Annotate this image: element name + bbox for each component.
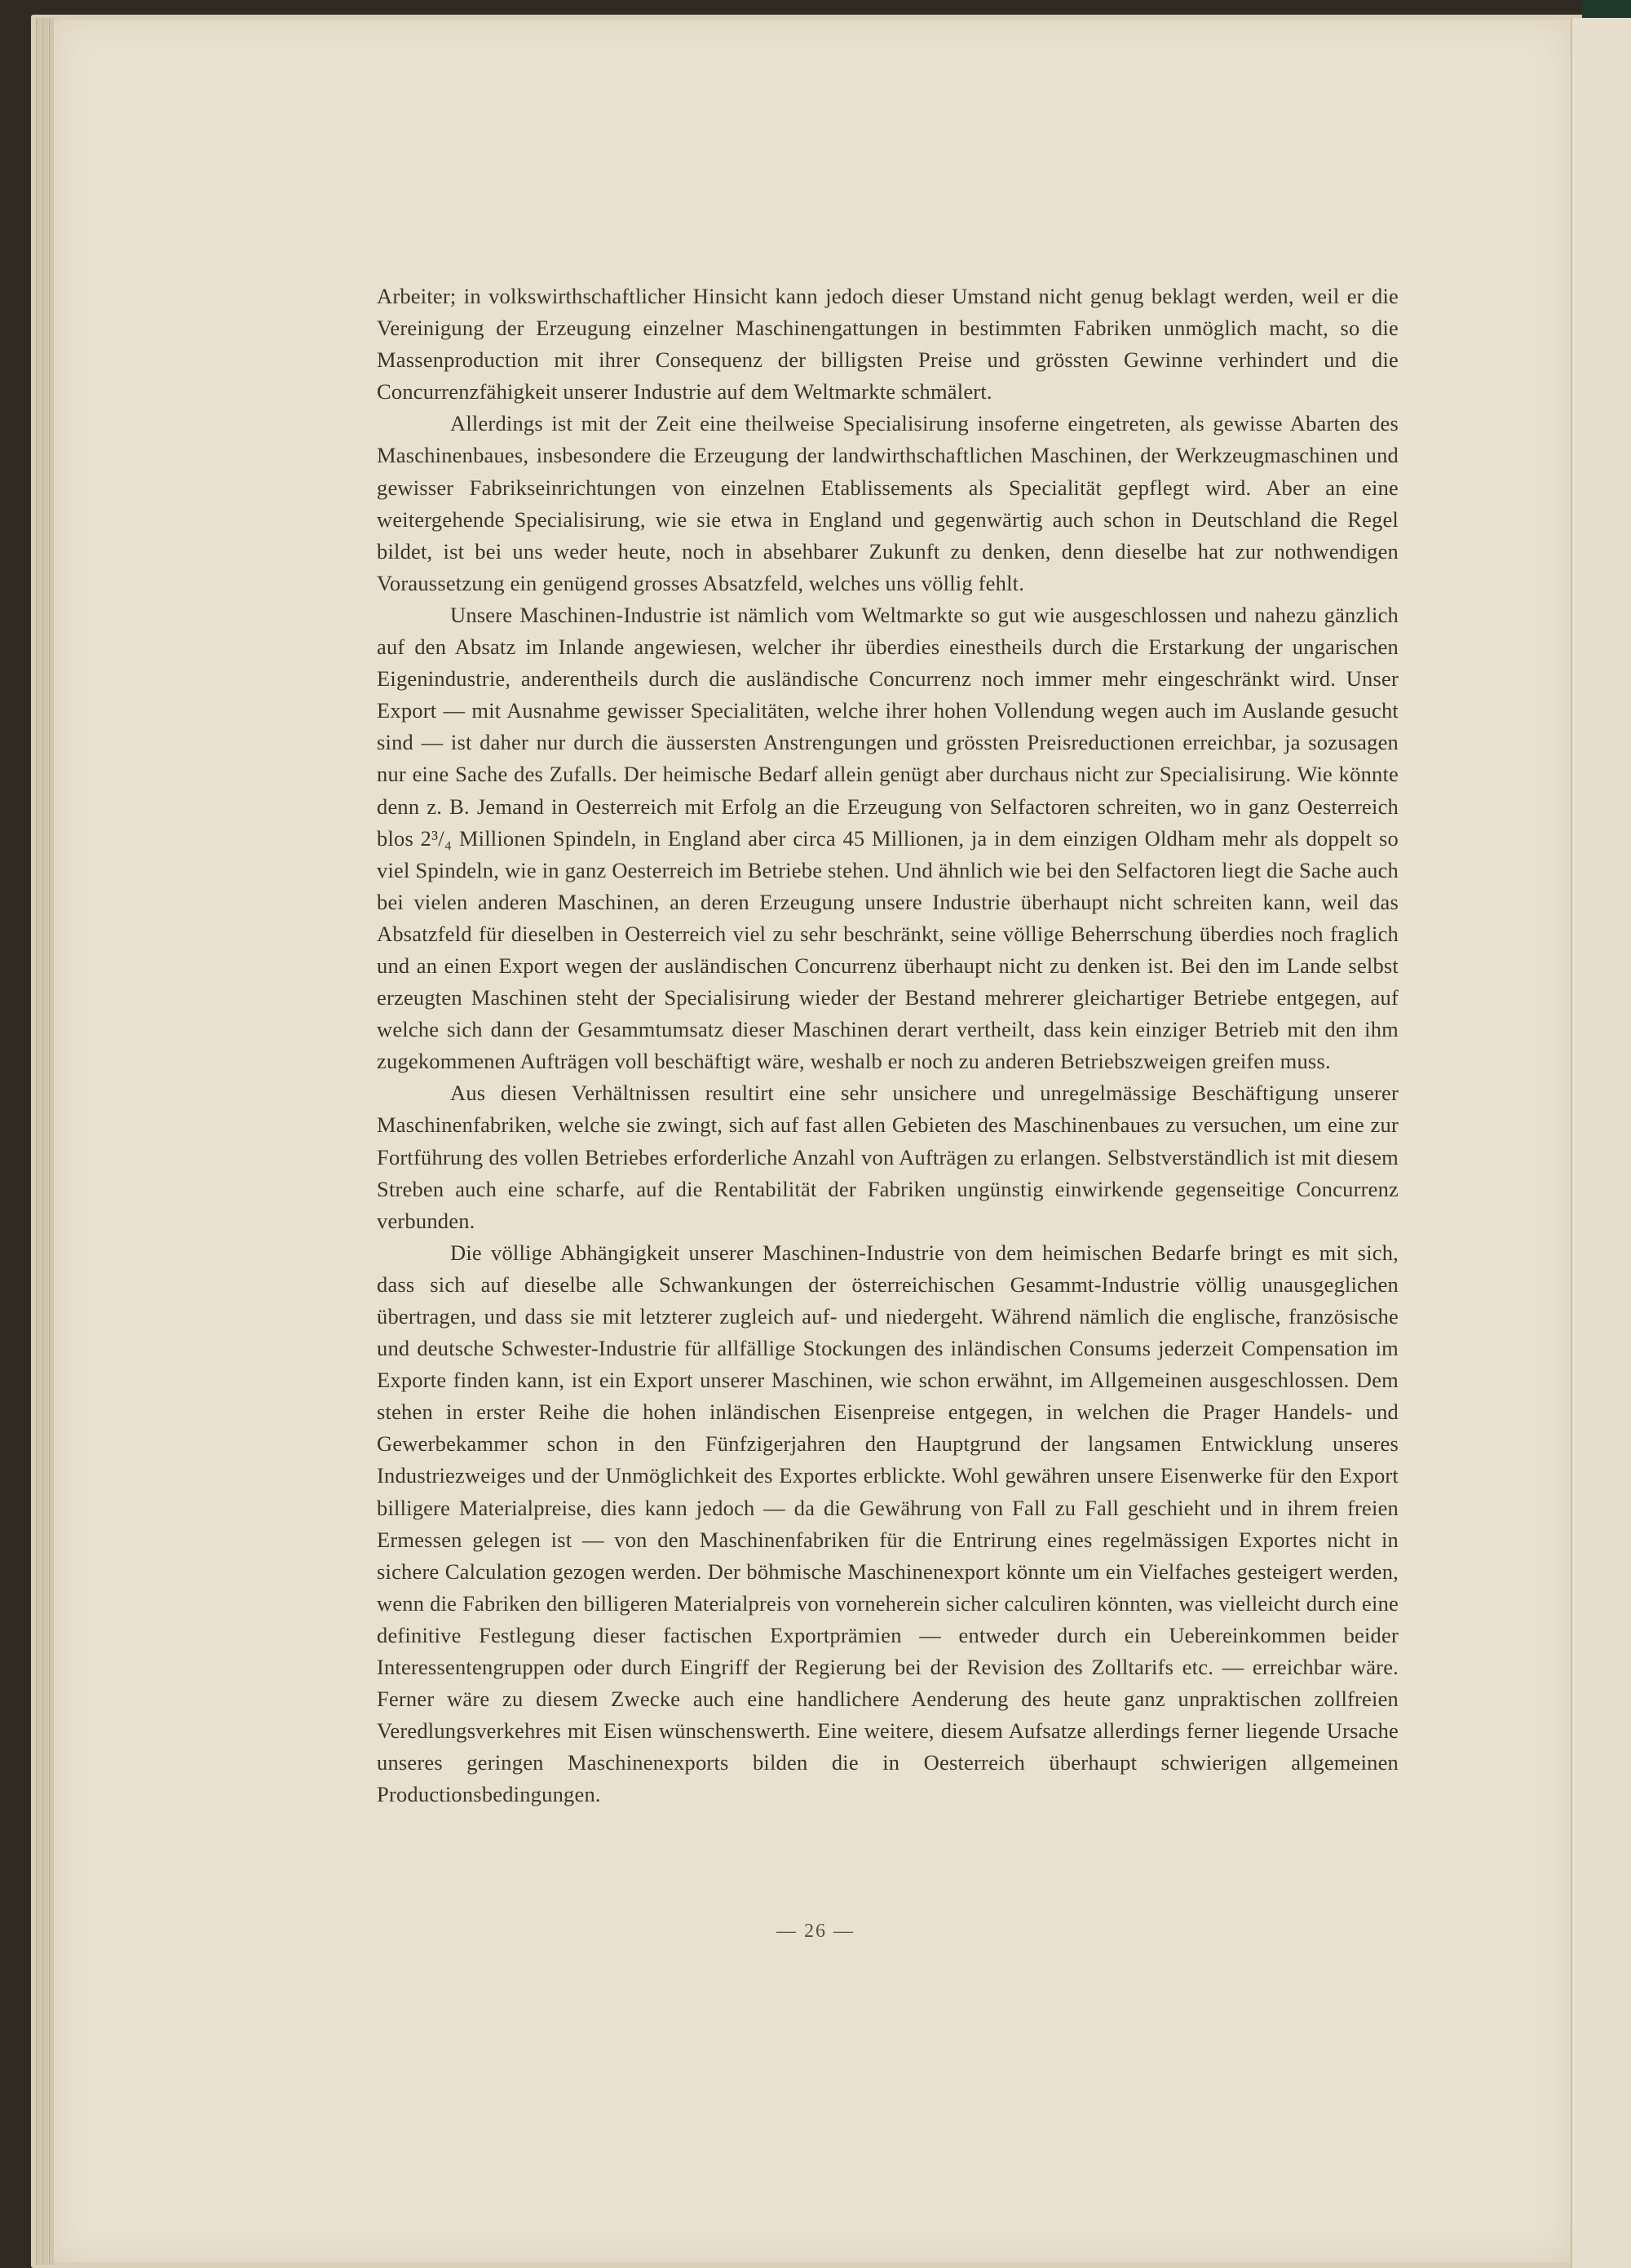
paragraph: Unsere Maschinen-Industrie ist nämlich vom Weltmarkte so gut wie ausgeschlossen und nahezu gänzlich auf den Absatz im Inlande angewiesen, welcher ihr überdies einestheils durch die Erstarkung der ungarischen Eigenindustrie, anderentheils durch die ausländische Concurrenz noch immer mehr eingeschränkt wird. Unser Export — mit Ausnahme gewisser Specialitäten, welche ihrer hohen Vollendung wegen auch im Auslande gesucht sind — ist daher nur durch die äussersten Anstrengungen und grössten Preisreductionen erreichbar, ja sozusagen nur eine Sache des Zufalls. Der heimische Bedarf allein genügt aber durchaus nicht zur Specialisirung. Wie könnte denn z. B. Jemand in Oesterreich mit Erfolg an die Erzeugung von Selfactoren schreiten, wo in ganz Oesterreich blos 2³/₄ Millionen Spindeln, in England aber circa 45 Millionen, ja in dem einzigen Oldham mehr als doppelt so viel Spindeln, wie in ganz Oesterreich im Betriebe stehen. Und ähnlich wie bei den Selfactoren liegt die Sache auch bei vielen anderen Maschinen, an deren Erzeugung unsere Industrie überhaupt nicht schreiten kann, weil das Absatzfeld für dieselben in Oesterreich viel zu sehr beschränkt, seine völlige Beherrschung überdies noch fraglich und an einen Export wegen der ausländischen Concurrenz überhaupt nicht zu denken ist. Bei den im Lande selbst erzeugten Maschinen steht der Specialisirung wieder der Bestand mehrerer gleichartiger Betriebe entgegen, auf welche sich dann der Gesammtumsatz dieser Maschinen derart vertheilt, dass kein einziger Betrieb mit den ihm zugekommenen Aufträgen voll beschäftigt wäre, weshalb er noch zu anderen Betriebszweigen greifen muss. <box>377 602 1399 1074</box>
paragraph: Arbeiter; in volkswirthschaftlicher Hinsicht kann jedoch dieser Umstand nicht genug beklagt werden, weil er die Vereinigung der Erzeugung einzelner Maschinengattungen in bestimmten Fabriken unmöglich macht, so die Massenproduction mit ihrer Consequenz der billigsten Preise und grössten Gewinne verhindert und die Concurrenzfähigkeit unserer Industrie auf dem Weltmarkte schmälert. <box>377 284 1399 405</box>
body-text <box>377 281 1399 1811</box>
paragraph: Die völlige Abhängigkeit unserer Maschinen-Industrie von dem heimischen Bedarfe bringt es mit sich, dass sich auf dieselbe alle Schwankungen der österreichischen Gesammt-Industrie völlig unausgeglichen übertragen, und dass sie mit letzterer zugleich auf- und niedergeht. Während nämlich die englische, französische und deutsche Schwester-Industrie für allfällige Stockungen des inländischen Consums jederzeit Compensation im Exporte finden kann, ist ein Export unserer Maschinen, wie schon erwähnt, im Allgemeinen ausgeschlossen. Dem stehen in erster Reihe die hohen inländischen Eisenpreise entgegen, in welchen die Prager Handels- und Gewerbekammer schon in den Fünfzigerjahren den Hauptgrund der langsamen Entwicklung unseres Industriezweiges und der Unmöglichkeit des Exportes erblickte. Wohl gewähren unsere Eisenwerke für den Export billigere Materialpreise, dies kann jedoch — da die Gewährung von Fall zu Fall geschieht und in ihrem freien Ermessen gelegen ist — von den Maschinenfabriken für die Entrirung eines regelmässigen Exportes nicht in sichere Calculation gezogen werden. Der böhmische Maschinenexport könnte um ein Vielfaches gesteigert werden, wenn die Fabriken den billigeren Materialpreis von vorneherein sicher calculiren könnten, was vielleicht durch eine definitive Festlegung dieser factischen Exportprämien — entweder durch ein Uebereinkommen beider Interessentengruppen oder durch Eingriff der Regierung bei der Revision des Zolltarifs etc. — erreichbar wäre. Ferner wäre zu diesem Zwecke auch eine handlichere Aenderung des heute ganz unpraktischen zollfreien Veredlungsverkehres mit Eisen wünschenswerth. Eine weitere, diesem Aufsatze allerdings ferner liegende Ursache unseres geringen Maschinenexports bilden die in Oesterreich überhaupt schwierigen allgemeinen Productionsbedingungen. <box>377 1240 1399 1807</box>
paragraph: Allerdings ist mit der Zeit eine theilweise Specialisirung insoferne eingetreten, als gewisse Abarten des Maschinenbaues, insbesondere die Erzeugung der landwirthschaftlichen Maschinen, der Werkzeugmaschinen und gewisser Fabrikseinrichtungen von einzelnen Etablissements als Specialität gepflegt wird. Aber an eine weitergehende Specialisirung, wie sie etwa in England und gegenwärtig auch schon in Deutschland die Regel bildet, ist bei uns weder heute, noch in absehbarer Zukunft zu denken, denn dieselbe hat zur nothwendigen Voraussetzung ein genügend grosses Absatzfeld, welches uns völlig fehlt. <box>377 411 1399 595</box>
page-number: — 26 — <box>776 1921 855 1942</box>
paragraph: Aus diesen Verhältnissen resultirt eine sehr unsichere und unregelmässige Beschäftigung unserer Maschinenfabriken, welche sie zwingt, sich auf fast allen Gebieten des Maschinenbaues zu versuchen, um eine zur Fortführung des vollen Betriebes erforderliche Anzahl von Aufträgen zu erlangen. Selbstverständlich ist mit diesem Streben auch eine scharfe, auf die Rentabilität der Fabriken ungünstig einwirkende gegenseitige Concurrenz verbunden. <box>377 1081 1399 1233</box>
